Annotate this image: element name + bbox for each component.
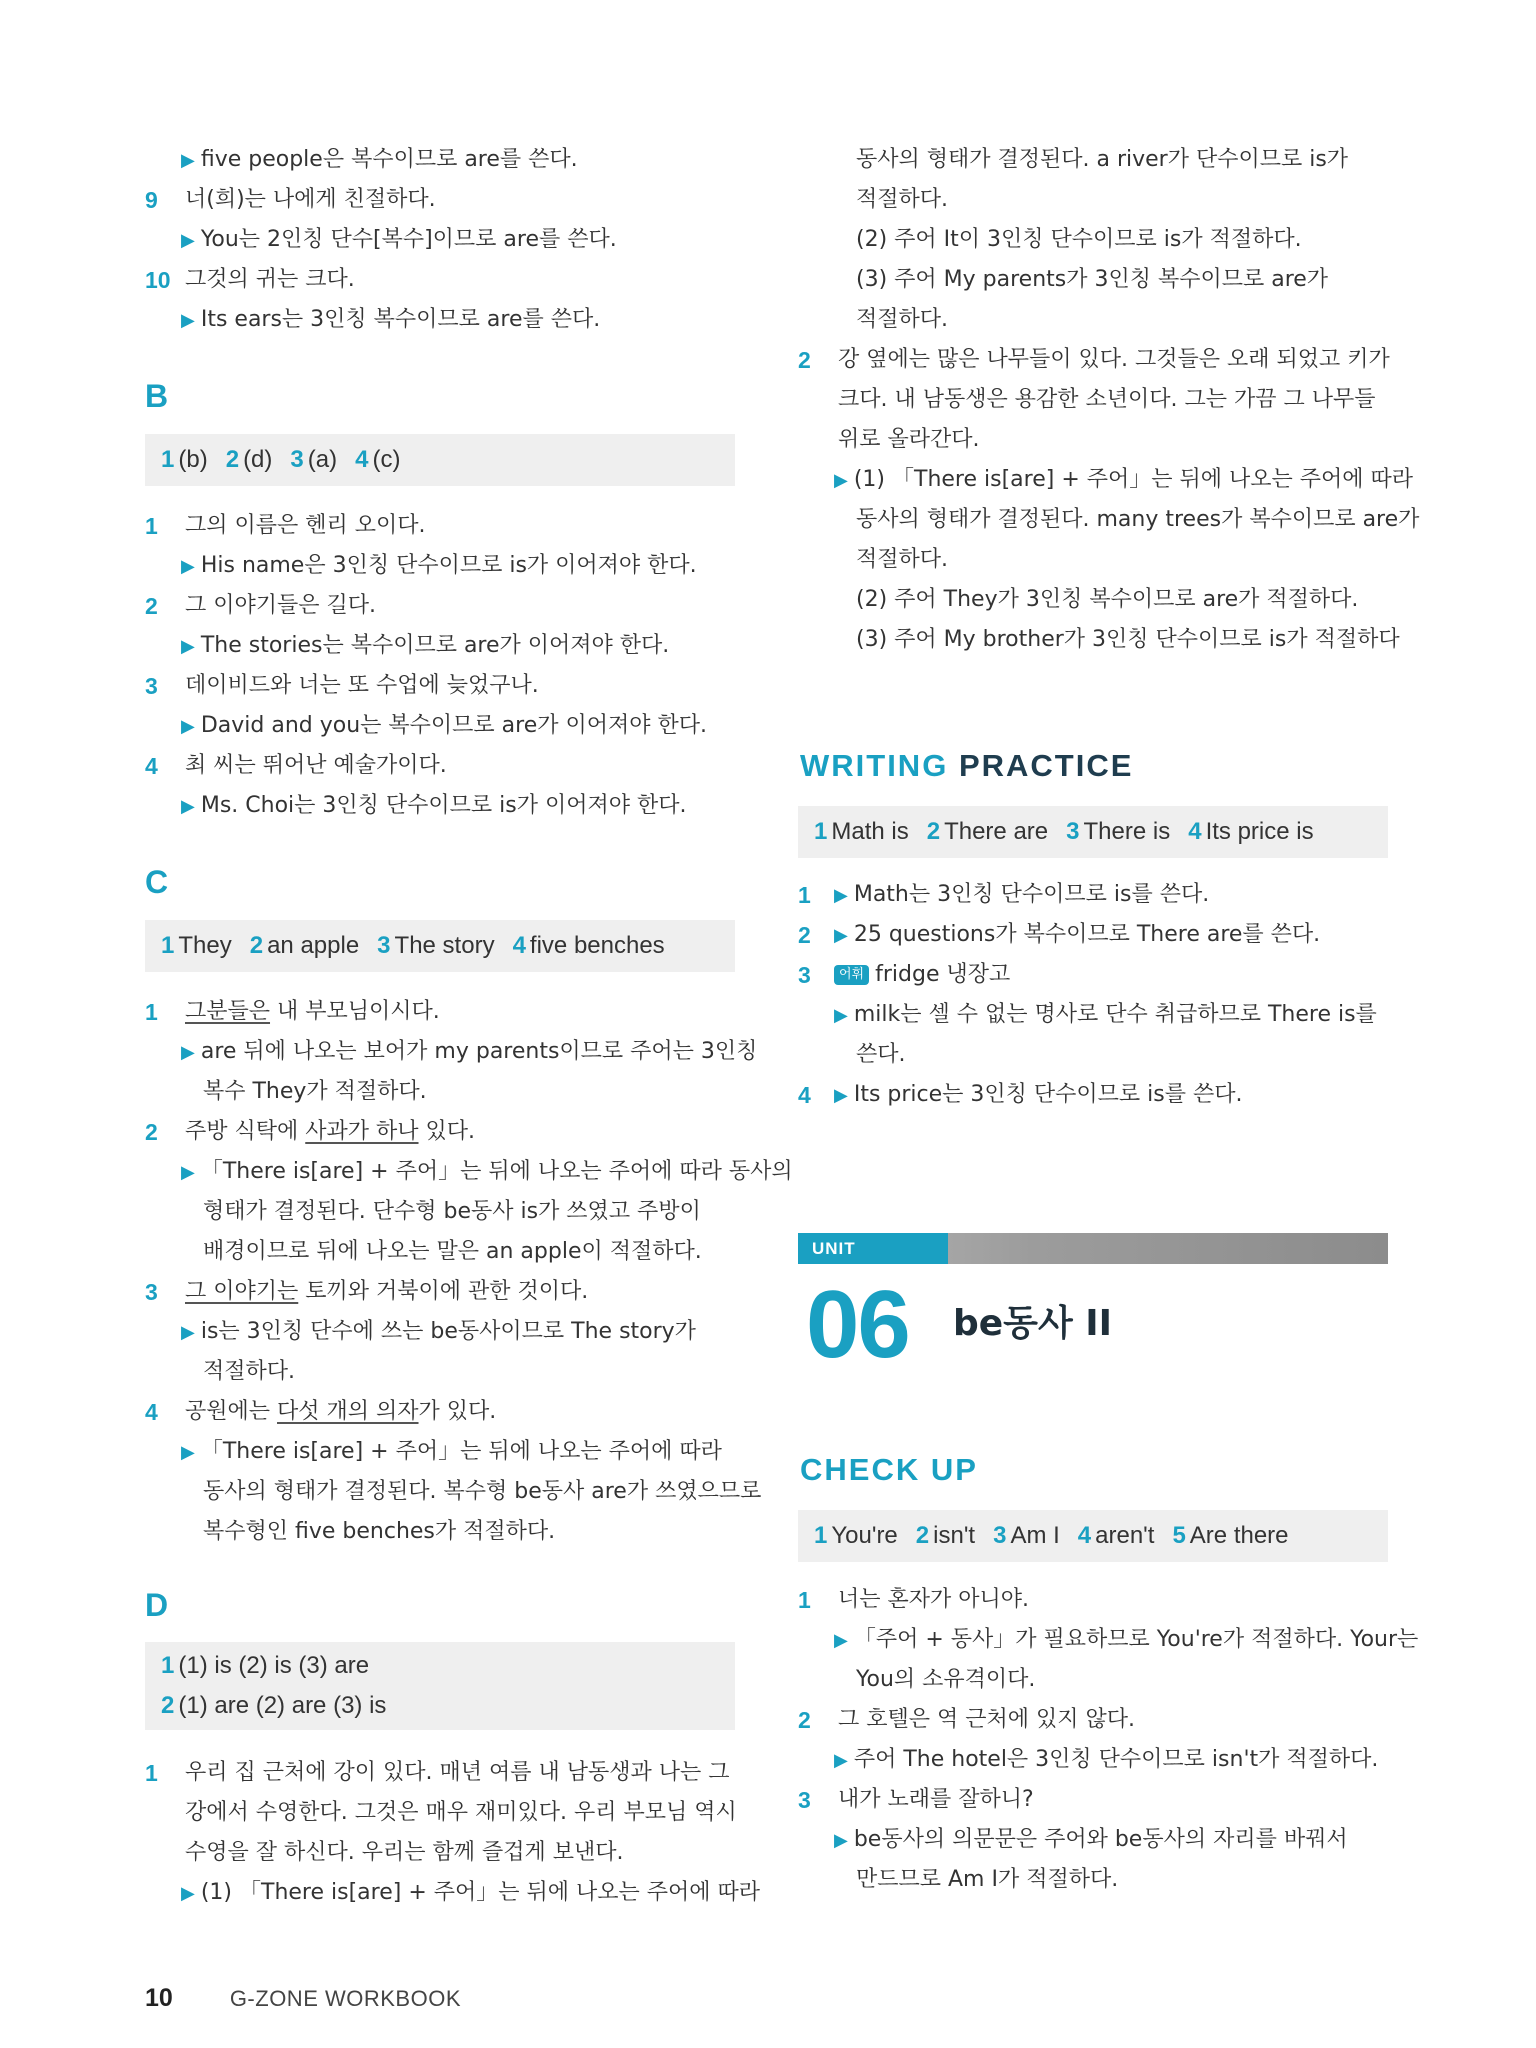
section-b-explanations (145, 506, 735, 826)
explanation (834, 1075, 1242, 1116)
section-b-answer-box (145, 434, 735, 486)
explanation-continued: 적절하다. (856, 307, 949, 332)
list-item (798, 460, 1413, 500)
explanation (181, 1312, 696, 1353)
item-number: 4 (798, 1082, 811, 1108)
list-item (145, 1472, 762, 1512)
answer-text: (b) (178, 446, 208, 473)
triangle-icon: ▶ (834, 925, 848, 946)
writing-practice-answer-box (798, 806, 1388, 858)
list-item (798, 300, 1398, 340)
explanation (834, 875, 1209, 916)
explanation-continued: 동사의 형태가 결정된다. many trees가 복수이므로 are가 (856, 507, 1420, 532)
explanation-text: (1) 「There is[are] + 주어」는 뒤에 나오는 주어에 따라 (200, 1880, 760, 1905)
item-text-post: 가 있다. (418, 1399, 497, 1424)
list-item (798, 540, 1398, 580)
page-footer (145, 1978, 461, 2018)
list-item (145, 626, 735, 666)
list-item (145, 666, 735, 706)
answer-text: (a) (307, 446, 338, 473)
book-title: G-ZONE WORKBOOK (229, 1986, 461, 2011)
writing-practice-explanations (798, 875, 1398, 1115)
answer-text: aren't (1095, 1522, 1155, 1549)
list-item (798, 340, 1398, 380)
answer-number: 4 (355, 446, 369, 473)
answer-text: Are there (1189, 1522, 1289, 1549)
list-item (145, 1753, 735, 1793)
list-item (145, 1192, 735, 1232)
list-item (145, 1312, 735, 1352)
item-text (185, 1272, 588, 1312)
answer-number: 3 (1066, 818, 1080, 845)
check-up-explanations (798, 1580, 1419, 1900)
list-item (145, 1793, 735, 1833)
triangle-icon: ▶ (181, 1162, 195, 1183)
explanation-text: five people은 복수이므로 are를 쓴다. (200, 147, 578, 172)
explanation (834, 995, 1377, 1036)
explanation (181, 626, 669, 667)
list-item (798, 1860, 1398, 1900)
item-number: 10 (145, 267, 171, 293)
list-item (798, 875, 1398, 915)
answer-number: 4 (512, 932, 526, 959)
explanation-continued: 적절하다. (856, 187, 949, 212)
explanation-text: The stories는 복수이므로 are가 이어져야 한다. (200, 633, 670, 658)
item-number: 1 (145, 999, 158, 1025)
list-item (798, 1660, 1398, 1700)
item-text: 그 호텔은 역 근처에 있지 않다. (838, 1707, 1135, 1732)
answer-number: 4 (1188, 818, 1202, 845)
item-text: 데이비드와 너는 또 수업에 늦었구나. (185, 673, 539, 698)
answer-number: 3 (290, 446, 304, 473)
list-item (798, 260, 1398, 300)
writing-practice-heading (800, 748, 1133, 784)
triangle-icon: ▶ (181, 1042, 195, 1063)
list-item (145, 300, 735, 340)
list-item (798, 1580, 1398, 1620)
explanation-continued: 배경이므로 뒤에 나오는 말은 an apple이 적절하다. (203, 1239, 702, 1264)
item-text: 최 씨는 뛰어난 예술가이다. (185, 753, 447, 778)
triangle-icon: ▶ (834, 1005, 848, 1026)
explanation-continued: (2) 주어 It이 3인칭 단수이므로 is가 적절하다. (856, 227, 1302, 252)
explanation-text: (1) 「There is[are] + 주어」는 뒤에 나오는 주어에 따라 (853, 467, 1413, 492)
item-number: 4 (145, 1399, 158, 1425)
vocab-badge: 어휘 (834, 965, 869, 985)
item-text-post: 내 부모님이시다. (270, 999, 440, 1024)
section-d-explanations (145, 1753, 760, 1913)
explanation (181, 1873, 760, 1914)
list-item (145, 1232, 735, 1272)
list-item (798, 420, 1398, 460)
list-item (798, 1740, 1398, 1780)
triangle-icon: ▶ (181, 310, 195, 331)
answer-text: There are (944, 818, 1049, 845)
list-item (798, 180, 1398, 220)
item-text: 내가 노래를 잘하니? (838, 1787, 1034, 1812)
answer-text: The story (394, 932, 495, 959)
check-up-answer-box (798, 1510, 1388, 1562)
triangle-icon: ▶ (834, 1085, 848, 1106)
vocab-note (834, 955, 1010, 995)
item-text-post: 토끼와 거북이에 관한 것이다. (298, 1279, 589, 1304)
explanation-continued: 쓴다. (856, 1042, 906, 1067)
explanation (181, 220, 617, 261)
list-item (145, 546, 735, 586)
list-item (145, 180, 735, 220)
section-c-heading: C (145, 864, 169, 900)
explanation (181, 546, 697, 587)
section-b-heading: B (145, 378, 169, 414)
item-number: 1 (145, 513, 158, 539)
answer-number: 2 (915, 1522, 930, 1549)
answer-text: five benches (529, 932, 665, 959)
list-item (145, 1272, 735, 1312)
triangle-icon: ▶ (834, 470, 848, 491)
list-item (145, 786, 735, 826)
explanation-text: Its ears는 3인칭 복수이므로 are를 쓴다. (200, 307, 601, 332)
item-number: 1 (798, 1587, 811, 1613)
explanation-text: You는 2인칭 단수[복수]이므로 are를 쓴다. (200, 227, 617, 252)
item-text: 그것의 귀는 크다. (185, 267, 355, 292)
explanation-text: 「There is[are] + 주어」는 뒤에 나오는 주어에 따라 동사의 (200, 1159, 793, 1184)
list-item (798, 955, 1398, 995)
list-item (798, 580, 1398, 620)
list-item (798, 220, 1398, 260)
answer-text: (1) is (2) is (3) are (178, 1652, 370, 1679)
explanation-continued: 적절하다. (856, 547, 949, 572)
underlined-phrase: 그 이야기는 (185, 1279, 299, 1304)
list-item (145, 1873, 760, 1913)
underlined-phrase: 다섯 개의 의자 (277, 1399, 419, 1424)
item-text: 너(희)는 나에게 친절하다. (185, 187, 436, 212)
page-number: 10 (145, 1984, 173, 2012)
explanation-continued: 복수형인 five benches가 적절하다. (203, 1519, 556, 1544)
item-number: 3 (798, 1787, 811, 1813)
explanation-continued: 만드므로 Am I가 적절하다. (856, 1867, 1119, 1892)
section-c-explanations (145, 992, 793, 1552)
explanation-text: be동사의 의문문은 주어와 be동사의 자리를 바꿔서 (853, 1827, 1348, 1852)
writing-practice-title-a: WRITING (800, 748, 949, 783)
answer-line (161, 1686, 719, 1726)
item-text-post: 있다. (418, 1119, 476, 1144)
item-text-pre: 주방 식탁에 (185, 1119, 306, 1144)
item-text-continued: 강에서 수영한다. 그것은 매우 재미있다. 우리 부모님 역시 (185, 1800, 737, 1825)
item-text (185, 992, 440, 1032)
answer-line (814, 1516, 1372, 1556)
list-item (145, 1352, 735, 1392)
answer-text: isn't (933, 1522, 976, 1549)
explanation-continued: 동사의 형태가 결정된다. a river가 단수이므로 is가 (856, 147, 1349, 172)
list-item (145, 140, 735, 180)
item-text: 강 옆에는 많은 나무들이 있다. 그것들은 오래 되었고 키가 (838, 347, 1390, 372)
list-item (798, 1700, 1398, 1740)
item-number: 2 (145, 1119, 158, 1145)
list-item (798, 140, 1398, 180)
list-item (798, 620, 1398, 660)
answer-number: 3 (993, 1522, 1007, 1549)
answer-text: (1) are (2) are (3) is (178, 1692, 387, 1719)
explanation (181, 786, 686, 827)
answer-number: 1 (814, 1522, 828, 1549)
list-item (798, 915, 1398, 955)
explanation-text: is는 3인칭 단수에 쓰는 be동사이므로 The story가 (200, 1319, 696, 1344)
item-number: 3 (145, 1279, 158, 1305)
item-number: 3 (798, 962, 811, 988)
explanation (181, 706, 707, 747)
answer-number: 3 (377, 932, 391, 959)
item-number: 2 (798, 347, 811, 373)
right-top-items (798, 140, 1420, 660)
explanation-continued: 적절하다. (203, 1359, 296, 1384)
answer-text: an apple (267, 932, 360, 959)
list-item (145, 1833, 735, 1873)
answer-text: Am I (1010, 1522, 1060, 1549)
answer-number: 1 (161, 446, 175, 473)
list-item (145, 1072, 735, 1112)
answer-number: 2 (249, 932, 264, 959)
item-number: 3 (145, 673, 158, 699)
answer-text: (d) (243, 446, 273, 473)
explanation (834, 1740, 1378, 1781)
answer-number: 2 (161, 1692, 175, 1719)
triangle-icon: ▶ (834, 1830, 848, 1851)
explanation (181, 1152, 793, 1193)
item-text-continued: 크다. 내 남동생은 용감한 소년이다. 그는 가끔 그 나무들 (838, 387, 1376, 412)
answer-number: 1 (814, 818, 828, 845)
answer-number: 2 (225, 446, 240, 473)
list-item (798, 1820, 1398, 1860)
list-item (798, 1780, 1398, 1820)
list-item (145, 1152, 793, 1192)
explanation-text: 25 questions가 복수이므로 There are를 쓴다. (853, 922, 1321, 947)
item-text: 그 이야기들은 길다. (185, 593, 376, 618)
list-item (145, 586, 735, 626)
explanation (834, 460, 1413, 501)
list-item (145, 1112, 735, 1152)
item-text: 너는 혼자가 아니야. (838, 1587, 1029, 1612)
explanation-text: 주어 The hotel은 3인칭 단수이므로 isn't가 적절하다. (853, 1747, 1379, 1772)
answer-number: 2 (926, 818, 941, 845)
writing-practice-title-b: PRACTICE (958, 748, 1134, 783)
explanation-text: David and you는 복수이므로 are가 이어져야 한다. (200, 713, 707, 738)
list-item (798, 500, 1420, 540)
explanation-continued: (3) 주어 My brother가 3인칭 단수이므로 is가 적절하다 (856, 627, 1400, 652)
explanation (834, 1820, 1348, 1861)
explanation (181, 1032, 757, 1073)
item-number: 1 (798, 882, 811, 908)
underlined-phrase: 그분들은 (185, 999, 271, 1024)
list-item (145, 1392, 735, 1432)
explanation-text: Its price는 3인칭 단수이므로 is를 쓴다. (853, 1082, 1243, 1107)
item-number: 9 (145, 187, 158, 213)
triangle-icon: ▶ (834, 1630, 848, 1651)
explanation-continued: 복수 They가 적절하다. (203, 1079, 427, 1104)
list-item (145, 506, 735, 546)
list-item (798, 995, 1398, 1035)
list-item (145, 706, 735, 746)
explanation-continued: (2) 주어 They가 3인칭 복수이므로 are가 적절하다. (856, 587, 1359, 612)
answer-number: 5 (1172, 1522, 1186, 1549)
triangle-icon: ▶ (181, 1883, 195, 1904)
answer-number: 1 (161, 1652, 175, 1679)
explanation-text: His name은 3인칭 단수이므로 is가 이어져야 한다. (200, 553, 697, 578)
explanation-text: Math는 3인칭 단수이므로 is를 쓴다. (853, 882, 1210, 907)
explanation-text: 「주어 + 동사」가 필요하므로 You're가 적절하다. Your는 (853, 1627, 1419, 1652)
triangle-icon: ▶ (181, 556, 195, 577)
item-text-continued: 위로 올라간다. (838, 427, 980, 452)
triangle-icon: ▶ (181, 1322, 195, 1343)
unit-title: be동사 II (953, 1303, 1113, 1344)
triangle-icon: ▶ (834, 1750, 848, 1771)
item-number: 2 (145, 593, 158, 619)
answer-text: You're (831, 1522, 898, 1549)
answer-line (161, 1646, 719, 1686)
check-up-heading: CHECK UP (800, 1452, 978, 1487)
section-c-answer-box (145, 920, 735, 972)
explanation-continued: 형태가 결정된다. 단수형 be동사 is가 쓰였고 주방이 (203, 1199, 701, 1224)
vocab-text: fridge 냉장고 (875, 962, 1011, 987)
section-d-answer-box (145, 1642, 735, 1730)
explanation-text: milk는 셀 수 없는 명사로 단수 취급하므로 There is를 (853, 1002, 1377, 1027)
explanation-continued: 동사의 형태가 결정된다. 복수형 be동사 are가 쓰였으므로 (203, 1479, 762, 1504)
answer-line (161, 926, 719, 966)
item-number: 2 (798, 1707, 811, 1733)
answer-text: Its price is (1205, 818, 1314, 845)
list-item (145, 1512, 735, 1552)
left-top-items (145, 140, 735, 340)
item-text (185, 1392, 496, 1432)
item-text-continued: 수영을 잘 하신다. 우리는 함께 즐겁게 보낸다. (185, 1840, 624, 1865)
item-text-pre: 공원에는 (185, 1399, 278, 1424)
answer-number: 4 (1077, 1522, 1092, 1549)
list-item (145, 746, 735, 786)
item-text (185, 1112, 475, 1152)
explanation-text: 「There is[are] + 주어」는 뒤에 나오는 주어에 따라 (200, 1439, 722, 1464)
list-item (798, 1035, 1398, 1075)
list-item (798, 1075, 1398, 1115)
triangle-icon: ▶ (181, 1442, 195, 1463)
item-text: 우리 집 근처에 강이 있다. 매년 여름 내 남동생과 나는 그 (185, 1760, 730, 1785)
list-item (145, 260, 735, 300)
explanation-text: are 뒤에 나오는 보어가 my parents이므로 주어는 3인칭 (200, 1039, 758, 1064)
triangle-icon: ▶ (834, 885, 848, 906)
item-number: 4 (145, 753, 158, 779)
answer-text: Math is (831, 818, 909, 845)
item-number: 2 (798, 922, 811, 948)
section-d-heading: D (145, 1587, 169, 1623)
unit-bar (798, 1233, 1388, 1264)
answer-text: There is (1083, 818, 1171, 845)
triangle-icon: ▶ (181, 150, 195, 171)
answer-text: They (178, 932, 232, 959)
explanation-continued: (3) 주어 My parents가 3인칭 복수이므로 are가 (856, 267, 1329, 292)
list-item (145, 1432, 735, 1472)
answer-line (161, 440, 719, 480)
explanation (834, 1620, 1418, 1661)
triangle-icon: ▶ (181, 796, 195, 817)
explanation-text: Ms. Choi는 3인칭 단수이므로 is가 이어져야 한다. (200, 793, 687, 818)
unit-label: UNIT (798, 1233, 948, 1264)
answer-number: 1 (161, 932, 175, 959)
list-item (798, 380, 1398, 420)
triangle-icon: ▶ (181, 716, 195, 737)
item-text: 그의 이름은 헨리 오이다. (185, 513, 426, 538)
triangle-icon: ▶ (181, 636, 195, 657)
explanation (181, 140, 578, 181)
list-item (145, 1032, 758, 1072)
explanation-continued: You의 소유격이다. (856, 1667, 1036, 1692)
explanation (181, 1432, 722, 1473)
list-item (145, 220, 735, 260)
explanation (181, 300, 600, 341)
triangle-icon: ▶ (181, 230, 195, 251)
answer-line (814, 812, 1372, 852)
underlined-phrase: 사과가 하나 (305, 1119, 419, 1144)
list-item (145, 992, 735, 1032)
item-number: 1 (145, 1760, 158, 1786)
explanation (834, 915, 1320, 956)
list-item (798, 1620, 1419, 1660)
unit-number: 06 (806, 1271, 909, 1378)
answer-text: (c) (372, 446, 401, 473)
